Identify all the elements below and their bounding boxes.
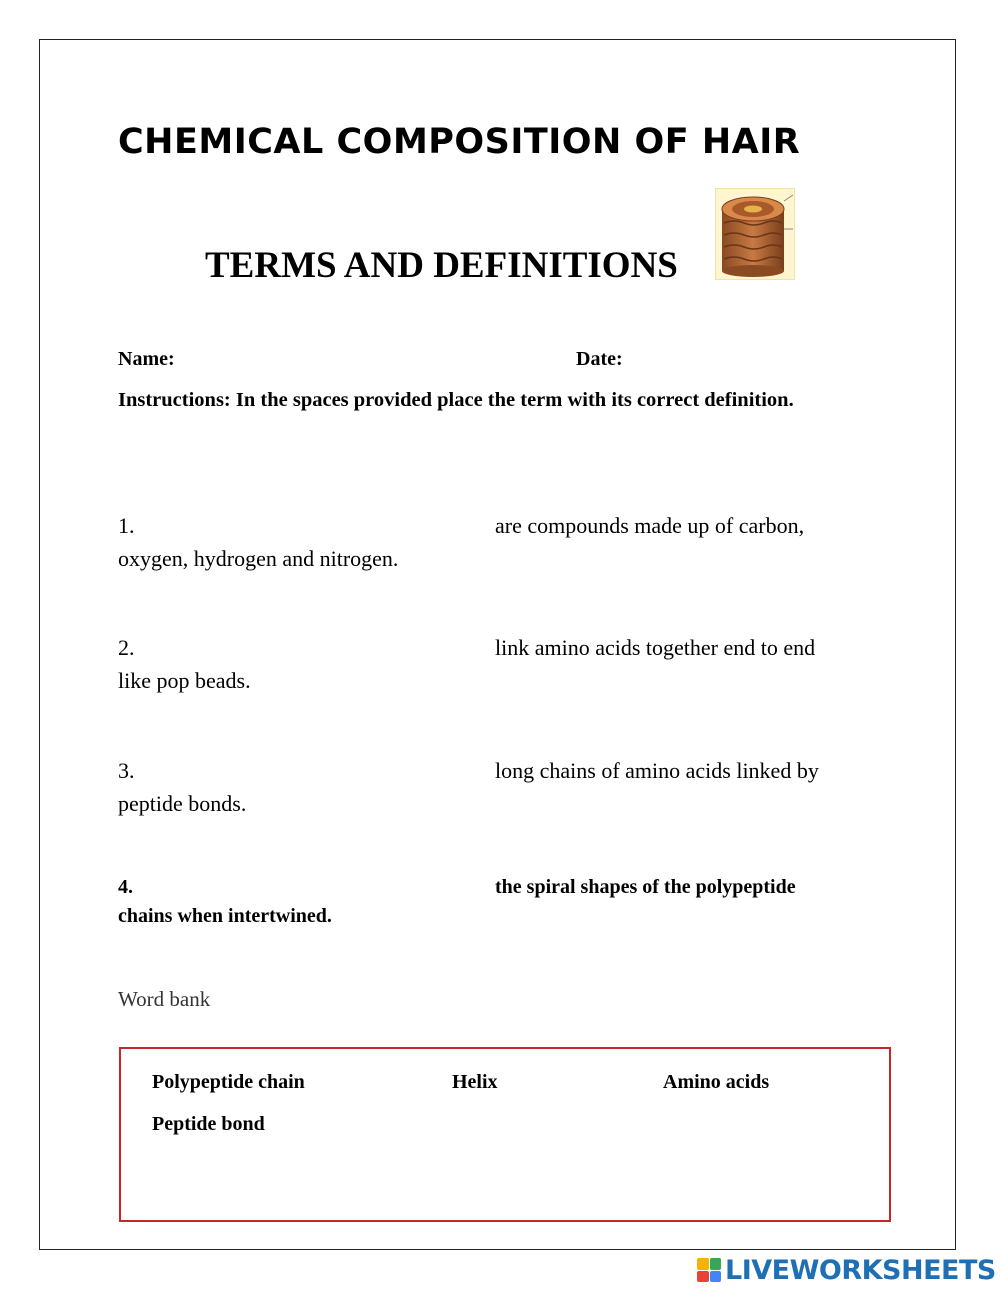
question-definition-line1: are compounds made up of carbon, — [495, 513, 805, 538]
word-bank-label: Word bank — [118, 987, 211, 1011]
question-number: 4. — [118, 876, 133, 898]
question-number: 3. — [118, 758, 135, 783]
question-definition-line2: oxygen, hydrogen and nitrogen. — [118, 546, 399, 571]
question-definition-line2: peptide bonds. — [118, 791, 247, 816]
hair-cross-section-icon — [715, 188, 795, 280]
question-definition-line2: chains when intertwined. — [118, 905, 332, 927]
liveworksheets-brand[interactable] — [697, 1254, 996, 1286]
word-bank-item: Polypeptide chain — [152, 1071, 305, 1093]
word-bank-box — [119, 1047, 891, 1222]
word-bank-item: Helix — [452, 1071, 498, 1093]
question-definition-line2: like pop beads. — [118, 668, 251, 693]
question-number: 1. — [118, 513, 135, 538]
word-bank-item: Peptide bond — [152, 1113, 265, 1135]
brand-text: LIVEWORKSHEETS — [725, 1254, 996, 1286]
instructions-text: Instructions: In the spaces provided place the term with its correct definition. — [118, 389, 794, 411]
question-number: 2. — [118, 635, 135, 660]
question-definition-line1: link amino acids together end to end — [495, 635, 816, 660]
word-bank-item: Amino acids — [663, 1071, 770, 1093]
question-definition-line1: long chains of amino acids linked by — [495, 758, 819, 783]
date-label: Date: — [576, 348, 623, 370]
question-definition-line1: the spiral shapes of the polypeptide — [495, 876, 796, 898]
liveworksheets-logo-icon — [697, 1258, 721, 1282]
name-label: Name: — [118, 348, 175, 370]
worksheet-title: CHEMICAL COMPOSITION OF HAIR — [118, 122, 801, 162]
worksheet-subtitle: TERMS AND DEFINITIONS — [205, 245, 678, 286]
